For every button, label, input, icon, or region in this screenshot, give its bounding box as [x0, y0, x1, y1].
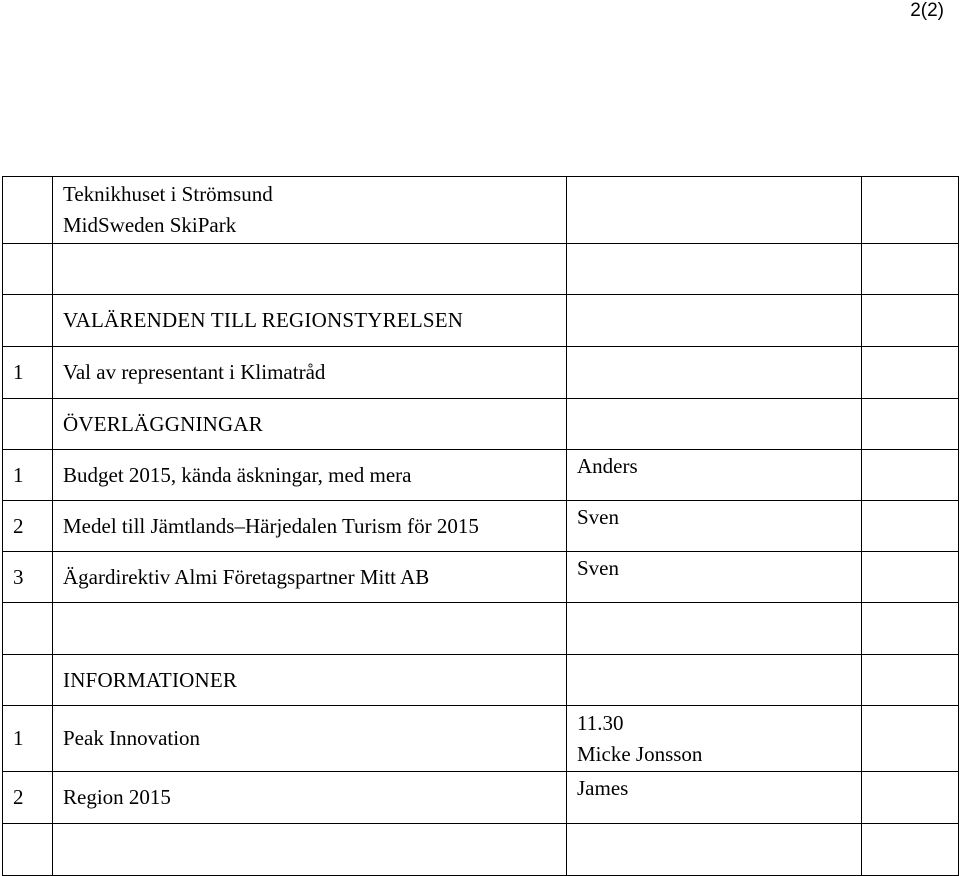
spacer-cell: [567, 244, 862, 295]
item-extra-cell: [862, 552, 959, 603]
section-num-cell: [3, 655, 53, 706]
item-title: Ägardirektiv Almi Företagspartner Mitt AB: [53, 552, 567, 603]
item-responsible: Sven: [567, 552, 862, 603]
section-heading-valarenden: VALÄRENDEN TILL REGIONSTYRELSEN: [53, 295, 567, 347]
spacer-cell: [53, 244, 567, 295]
spacer-row: [3, 244, 959, 295]
item-extra-cell: [862, 706, 959, 772]
item-extra-cell: [862, 450, 959, 501]
info-presenter: Micke Jonsson: [577, 741, 703, 766]
agenda-item-row: [3, 772, 959, 824]
section-heading-overlaggningar: ÖVERLÄGGNINGAR: [53, 399, 567, 450]
agenda-item-row: [3, 347, 959, 399]
item-extra-cell: [862, 347, 959, 399]
section-num-cell: [3, 295, 53, 347]
section-num-cell: [3, 399, 53, 450]
header-line-1: Teknikhuset i Strömsund: [63, 182, 273, 206]
spacer-row: [3, 824, 959, 876]
section-heading-row: [3, 399, 959, 450]
item-title: Peak Innovation: [53, 706, 567, 772]
item-title: Val av representant i Klimatråd: [53, 347, 567, 399]
item-number: 1: [3, 450, 53, 501]
spacer-cell: [3, 244, 53, 295]
spacer-cell: [3, 824, 53, 876]
section-resp-cell: [567, 399, 862, 450]
section-extra-cell: [862, 399, 959, 450]
section-resp-cell: [567, 295, 862, 347]
header-num-cell: [3, 177, 53, 244]
item-title: Budget 2015, kända äskningar, med mera: [53, 450, 567, 501]
section-heading-row: [3, 295, 959, 347]
section-heading-row: [3, 655, 959, 706]
spacer-cell: [3, 603, 53, 655]
section-extra-cell: [862, 295, 959, 347]
spacer-cell: [862, 603, 959, 655]
item-title: Region 2015: [53, 772, 567, 824]
info-presenter: James: [567, 772, 862, 824]
item-responsible: [567, 347, 862, 399]
item-title: Medel till Jämtlands–Härjedalen Turism för 2015: [53, 501, 567, 552]
spacer-cell: [567, 824, 862, 876]
info-time: 11.30: [577, 710, 624, 735]
header-title-cell: [53, 177, 567, 244]
agenda-item-row: [3, 552, 959, 603]
spacer-cell: [53, 824, 567, 876]
agenda-table: [2, 176, 959, 876]
header-resp-cell: [567, 177, 862, 244]
section-heading-informationer: INFORMATIONER: [53, 655, 567, 706]
page-number: 2(2): [910, 0, 944, 21]
item-responsible: Sven: [567, 501, 862, 552]
item-number: 2: [3, 501, 53, 552]
header-line-2: MidSweden SkiPark: [63, 213, 237, 237]
spacer-cell: [862, 824, 959, 876]
info-schedule-cell: [567, 706, 862, 772]
item-number: 1: [3, 347, 53, 399]
agenda-item-row: [3, 450, 959, 501]
item-number: 1: [3, 706, 53, 772]
item-extra-cell: [862, 772, 959, 824]
item-number: 3: [3, 552, 53, 603]
header-extra-cell: [862, 177, 959, 244]
agenda-item-row: [3, 706, 959, 772]
section-extra-cell: [862, 655, 959, 706]
spacer-cell: [53, 603, 567, 655]
spacer-cell: [862, 244, 959, 295]
agenda-item-row: [3, 501, 959, 552]
spacer-row: [3, 603, 959, 655]
section-resp-cell: [567, 655, 862, 706]
item-extra-cell: [862, 501, 959, 552]
item-number: 2: [3, 772, 53, 824]
spacer-cell: [567, 603, 862, 655]
item-responsible: Anders: [567, 450, 862, 501]
header-row: [3, 177, 959, 244]
